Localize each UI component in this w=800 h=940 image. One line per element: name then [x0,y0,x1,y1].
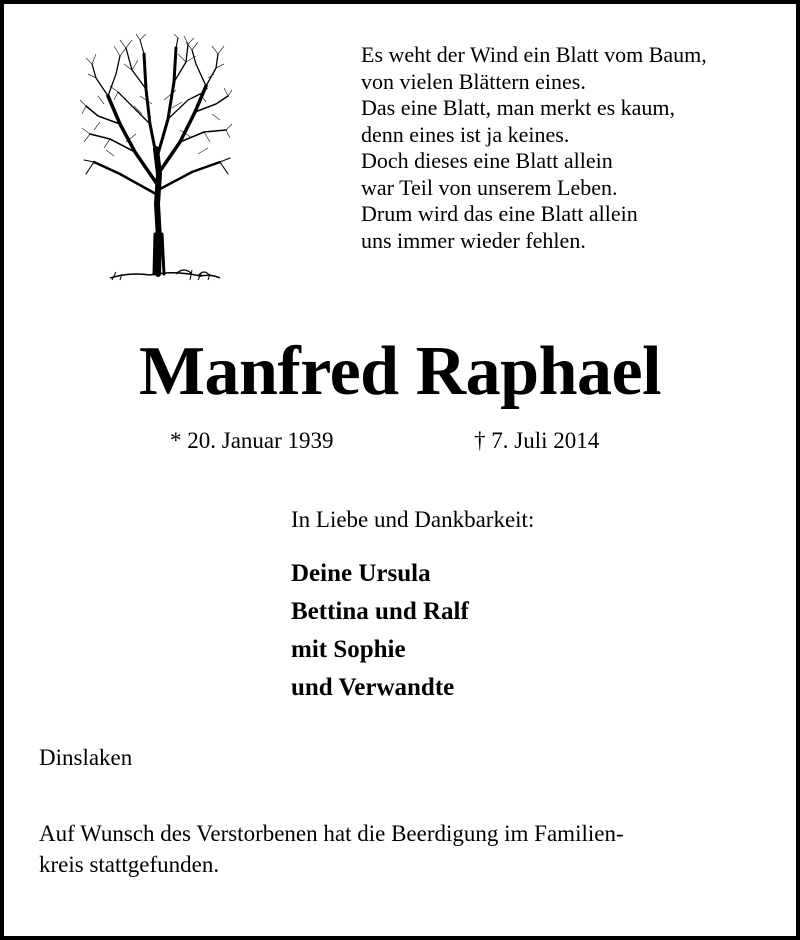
poem-line: uns immer wieder fehlen. [361,227,586,253]
family-member: Bettina und Ralf [291,598,469,625]
family-list [291,555,469,707]
notice-line: kreis stattgefunden. [39,852,220,877]
poem-line: war Teil von unserem Leben. [361,174,618,200]
poem [361,42,707,254]
family-member: Deine Ursula [291,560,431,587]
poem-line: Drum wird das eine Blatt allein [361,201,638,226]
funeral-notice [39,818,769,880]
family-member: mit Sophie [291,636,406,663]
place-name: Dinslaken [39,745,133,770]
poem-line: denn eines ist ja keines. [361,121,570,147]
poem-line: Doch dieses eine Blatt allein [361,148,613,173]
notice-line: Auf Wunsch des Verstorbenen hat die Beerdigung im Familien- [39,821,624,846]
bare-tree-icon [80,34,232,286]
dedication-text: In Liebe und Dankbarkeit: [291,507,535,532]
family-member: und Verwandte [291,674,455,701]
poem-line: Das eine Blatt, man merkt es kaum, [361,95,676,120]
poem-line: Es weht der Wind ein Blatt vom Baum, [361,42,707,67]
death-date: † 7. Juli 2014 [474,428,600,453]
birth-date: * 20. Januar 1939 [170,428,334,453]
poem-line: von vielen Blättern eines. [361,68,586,94]
deceased-name: Manfred Raphael [138,333,662,410]
